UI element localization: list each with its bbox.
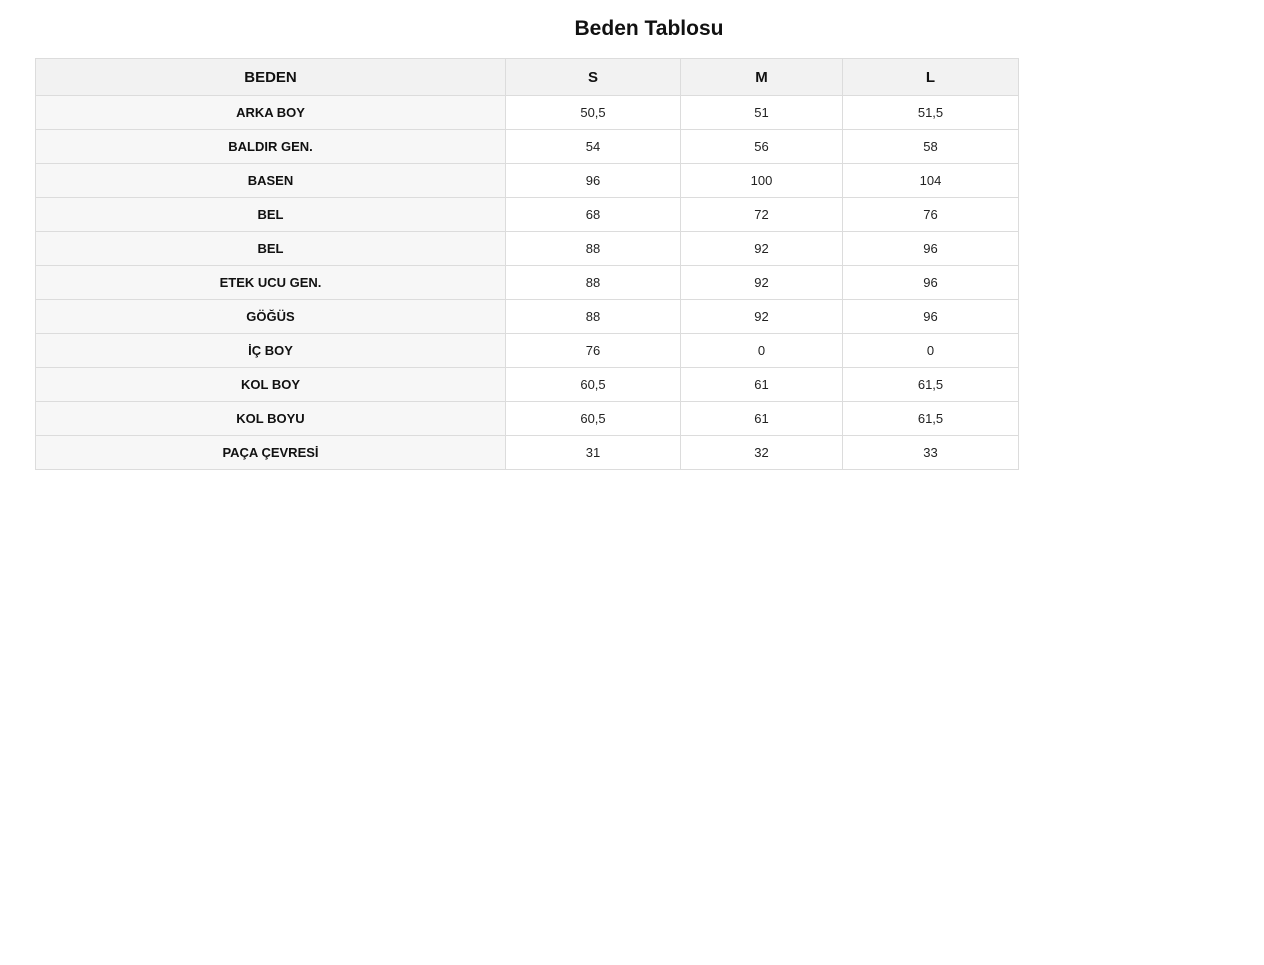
cell-l: 96 [843,266,1019,300]
row-label: ETEK UCU GEN. [36,266,506,300]
header-row [36,59,1019,96]
row-label: İÇ BOY [36,334,506,368]
cell-m: 0 [681,334,843,368]
row-label: BALDIR GEN. [36,130,506,164]
cell-m: 61 [681,402,843,436]
table-row [36,334,1019,368]
cell-s: 68 [506,198,681,232]
header-m: M [681,59,843,96]
cell-m: 32 [681,436,843,470]
header-s: S [506,59,681,96]
cell-s: 88 [506,266,681,300]
cell-s: 54 [506,130,681,164]
row-label: BEL [36,232,506,266]
table-header [36,59,1019,96]
size-chart-table [35,58,1019,470]
table-row [36,130,1019,164]
cell-m: 72 [681,198,843,232]
cell-l: 76 [843,198,1019,232]
row-label: KOL BOY [36,368,506,402]
table-row [36,232,1019,266]
cell-l: 96 [843,300,1019,334]
cell-m: 61 [681,368,843,402]
cell-s: 88 [506,300,681,334]
table-row [36,436,1019,470]
cell-s: 60,5 [506,402,681,436]
table-row [36,96,1019,130]
cell-s: 88 [506,232,681,266]
page-title: Beden Tablosu [574,17,724,40]
cell-m: 56 [681,130,843,164]
row-label: BASEN [36,164,506,198]
table-row [36,300,1019,334]
cell-l: 96 [843,232,1019,266]
cell-l: 58 [843,130,1019,164]
cell-m: 92 [681,266,843,300]
cell-l: 104 [843,164,1019,198]
row-label: KOL BOYU [36,402,506,436]
cell-m: 92 [681,232,843,266]
row-label: BEL [36,198,506,232]
cell-l: 51,5 [843,96,1019,130]
table-row [36,402,1019,436]
header-size: BEDEN [36,59,506,96]
cell-s: 96 [506,164,681,198]
cell-l: 61,5 [843,402,1019,436]
row-label: ARKA BOY [36,96,506,130]
cell-m: 51 [681,96,843,130]
header-l: L [843,59,1019,96]
cell-m: 92 [681,300,843,334]
cell-s: 60,5 [506,368,681,402]
cell-m: 100 [681,164,843,198]
table-body [36,96,1019,470]
cell-s: 76 [506,334,681,368]
table-row [36,164,1019,198]
cell-l: 33 [843,436,1019,470]
table-row [36,368,1019,402]
row-label: GÖĞÜS [36,300,506,334]
cell-s: 31 [506,436,681,470]
cell-s: 50,5 [506,96,681,130]
table-row [36,198,1019,232]
table-row [36,266,1019,300]
cell-l: 0 [843,334,1019,368]
row-label: PAÇA ÇEVRESİ [36,436,506,470]
cell-l: 61,5 [843,368,1019,402]
